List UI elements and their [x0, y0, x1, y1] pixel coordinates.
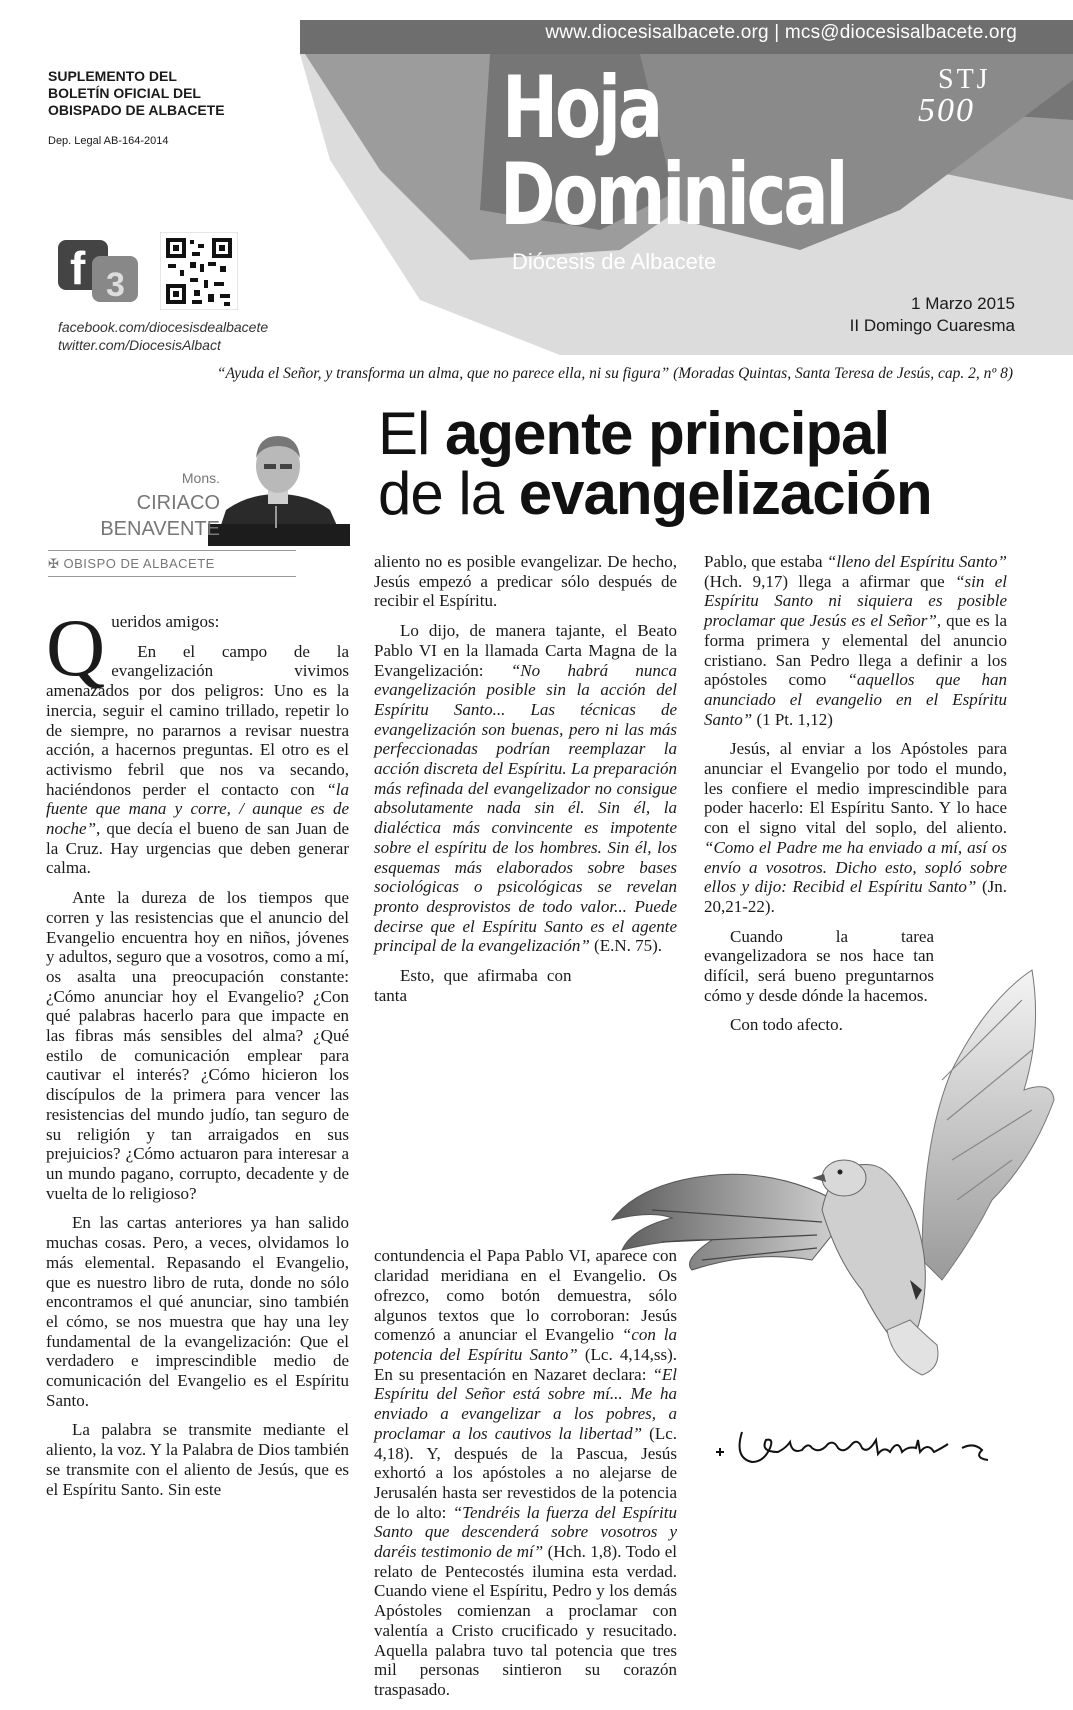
dep-legal: Dep. Legal AB-164-2014: [48, 135, 169, 147]
paragraph-text: Pablo, que estaba: [704, 552, 827, 571]
issue-date: 1 Marzo 2015: [911, 294, 1015, 313]
closing: Con todo afecto.: [730, 1015, 843, 1035]
masthead-title-dominical: Dominical: [500, 145, 846, 245]
paragraph-text: Jesús, al enviar a los Apóstoles para anunciar el Evangelio por todo el mundo, les confiere el medio imprescindible para poder hacerlo: El Espíritu Santo. Y lo hace con el signo vital del soplo, del aliento.: [704, 739, 1007, 838]
svg-text:f: f: [70, 242, 86, 294]
stj-logo-bottom: 500: [918, 92, 975, 129]
facebook-link[interactable]: facebook.com/diocesisdealbacete: [58, 319, 269, 335]
paragraph-text: En el campo de la evangelización vivimos amenazados por dos peligros: Uno es la inercia, seguir el camino trillado, repetir lo de siempre, no pararnos a revisar nuestra acción, a hacernos preguntas. El otro es el activismo febril que nos va secando, haciéndonos perder el contacto con: [46, 641, 349, 799]
supplement-line-2: BOLETÍN OFICIAL DEL: [48, 85, 201, 101]
paragraph-quote: “No habrá nunca evangelización posible sin la acción del Espíritu Santo... Las técnicas de evangelización son buenas, pero ni las más perfeccionadas podrían reemplazar la acción discreta del Espíritu. La preparación más refinada del evangelizador no consigue absolutamente nada sin él. Sin él, la dialéctica más convincente es impotente sobre el espíritu de los hombres. Sin él, los esquemas más elaborados sobre bases sociológicas o psicológicas se revelan pronto desprovistos de todo valor... Puede decirse que el Espíritu Santo es el agente principal de la evangelización”: [374, 660, 677, 956]
paragraph-text: , que es la forma primera y elemental del anuncio cristiano. San Pedro llega a definir a los apóstoles como: [704, 611, 1007, 690]
divider: [48, 576, 296, 577]
author-prefix: Mons.: [181, 470, 220, 486]
paragraph-quote: “lleno del Espíritu Santo”: [826, 552, 1007, 571]
paragraph: aliento no es posible evangelizar. De hecho, Jesús empezó a predicar sólo después de recibir el Espíritu.: [374, 552, 677, 611]
greeting: ueridos amigos:: [111, 612, 220, 631]
liturgical-day: II Domingo Cuaresma: [849, 316, 1015, 335]
masthead-subtitle: Diócesis de Albacete: [512, 249, 717, 274]
stj-logo-top: STJ: [938, 64, 991, 95]
paragraph-text: (Lc. 4,18). Y, después de la Pascua, Jesús exhortó a los apóstoles a no alejarse de Jerusalén hasta ser revestidos de la potencia de lo alto:: [374, 1423, 678, 1522]
paragraph: [704, 552, 1007, 729]
title-light-2: de la: [378, 460, 519, 527]
supplement-line-1: SUPLEMENTO DEL: [48, 68, 177, 84]
paragraph: [704, 739, 1007, 916]
social-links: [58, 318, 268, 354]
paragraph: Cuando la tarea evangelizadora se nos hace tan difícil, será bueno preguntarnos cómo y desde dónde la hacemos.: [704, 926, 934, 1005]
supplement-label: [48, 68, 288, 119]
issue-date-block: [850, 293, 1015, 337]
paragraph-quote: “Como el Padre me ha enviado a mí, así os envío a vosotros. Dicho esto, sopló sobre ellos y dijo: Recibid el Espíritu Santo”: [704, 837, 1007, 897]
paragraph-text: (E.N. 75).: [589, 936, 663, 956]
facebook-twitter-icon[interactable]: [56, 236, 142, 308]
paragraph-text: (Hch. 1,8). Todo el relato de Pentecostés ilumina esta verdad. Cuando viene el Espíritu, Pedro y los demás Apóstoles comienzan a proclamar con valentía a Cristo crucificado y resucitado. Aquella palabra tuvo tal potencia que tres mil personas sintieron su corazón traspasado.: [374, 1542, 677, 1699]
paragraph-quote: “la fuente que mana y corre, / aunque es de noche”: [46, 779, 349, 839]
author-name: [70, 490, 220, 542]
title-bold-1: agente principal: [445, 400, 890, 467]
masthead-title-hoja: Hoja: [502, 58, 661, 158]
epigraph-quote: “Ayuda el Señor, y transforma un alma, que no parece ella, ni su figura” (Moradas Quintas, Santa Teresa de Jesús, cap. 2, nº 8): [216, 365, 1013, 382]
author-last-name: BENAVENTE: [100, 518, 220, 540]
bishop-portrait: [208, 428, 350, 546]
paragraph-text: Lo dijo, de manera tajante, el Beato Pablo VI en la llamada Carta Magna de la Evangelización:: [374, 621, 677, 680]
paragraph: Ante la dureza de los tiempos que corren y las resistencias que el anuncio del Evangelio encuentra hoy en niños, jóvenes y adultos, seguro que a vosotros, como a mí, os asalta una preocupación constante: ¿Cómo anunciar hoy el Evangelio? ¿Con qué palabras hacerlo para que impacte en las fibras más sensibles del alma? ¿Qué estilo de comunicación emplear para cautivar el interés? ¿Cómo hicieron los discípulos de la primera para vencer las resistencias del mundo judío, tan seguro de su religión y tan arraigados en sus prejuicios? ¿Cómo actuaron para interesar a un mundo pagano, corrupto, decadente y de vuelta de lo religioso?: [46, 888, 349, 1203]
paragraph-quote: “Tendréis la fuerza del Espíritu Santo que descenderá sobre vosotros y daréis testimonio de mí”: [374, 1502, 677, 1562]
author-role: ✠ OBISPO DE ALBACETE: [48, 556, 215, 571]
title-bold-2: evangelización: [518, 460, 932, 527]
paragraph: En las cartas anteriores ya han salido muchas cosas. Pero, a veces, olvidamos lo más elemental. Repasando el Evangelio, que es nuestro libro de ruta, donde no sólo encontramos el qué anunciar, sino también el cómo, se nos muestra que hay una ley fundamental de la evangelización: Que el verdadero e imprescindible medio de comunicación del Evangelio es el Espíritu Santo.: [46, 1213, 349, 1410]
qr-code-icon[interactable]: [160, 232, 238, 310]
author-first-name: CIRIACO: [136, 492, 220, 514]
title-light-1: El: [378, 400, 446, 467]
column-1: [46, 602, 349, 1509]
paragraph-quote: “con la potencia del Espíritu Santo”: [374, 1325, 677, 1364]
divider: [48, 550, 296, 551]
paragraph-text: , que decía el bueno de san Juan de la Cruz. Hay urgencias que deben generar calma.: [46, 819, 349, 878]
paragraph-quote: “aquellos que han anunciado el evangelio en el Espíritu Santo”: [704, 670, 1007, 729]
paragraph-text: (1 Pt. 1,12): [752, 709, 833, 729]
paragraph-text: (Hch. 9,17) llega a afirmar que: [704, 571, 956, 591]
twitter-link[interactable]: twitter.com/DiocesisAlbact: [58, 337, 221, 353]
signature: [712, 1418, 1002, 1478]
paragraph: [374, 621, 677, 956]
paragraph-quote: “El Espíritu del Señor está sobre mí... Me ha enviado a evangelizar a los pobres, a proclamar a los cautivos la libertad”: [374, 1364, 677, 1443]
supplement-line-3: OBISPADO DE ALBACETE: [48, 102, 225, 118]
svg-text:3: 3: [106, 266, 125, 304]
drop-cap: Q: [46, 602, 106, 693]
paragraph-text: (Jn. 20,21-22).: [704, 877, 1007, 916]
article-title: [378, 400, 932, 527]
paragraph-text: Esto, que afirmaba con tanta contundencia el Papa Pablo VI, aparece con claridad meridiana en el Evangelio. Os ofrezco, como botón demuestra, sólo algunos textos que lo corroboran: Jesús comenzó a anunciar el Evangelio: [374, 966, 677, 1345]
paragraph-quote: “sin el Espíritu Santo ni siquiera es posible proclamar que Jesús es el Señor”: [704, 571, 1008, 631]
contact-links[interactable]: www.diocesisalbacete.org | mcs@diocesisalbacete.org: [545, 22, 1017, 43]
dove-illustration: [592, 960, 1062, 1380]
paragraph: La palabra se transmite mediante el aliento, la voz. Y la Palabra de Dios también se transmite con el aliento de Jesús, que es el Espíritu Santo. Sin este: [46, 1420, 349, 1499]
paragraph-text: (Lc. 4,14,ss). En su presentación en Nazaret declara:: [374, 1344, 677, 1384]
